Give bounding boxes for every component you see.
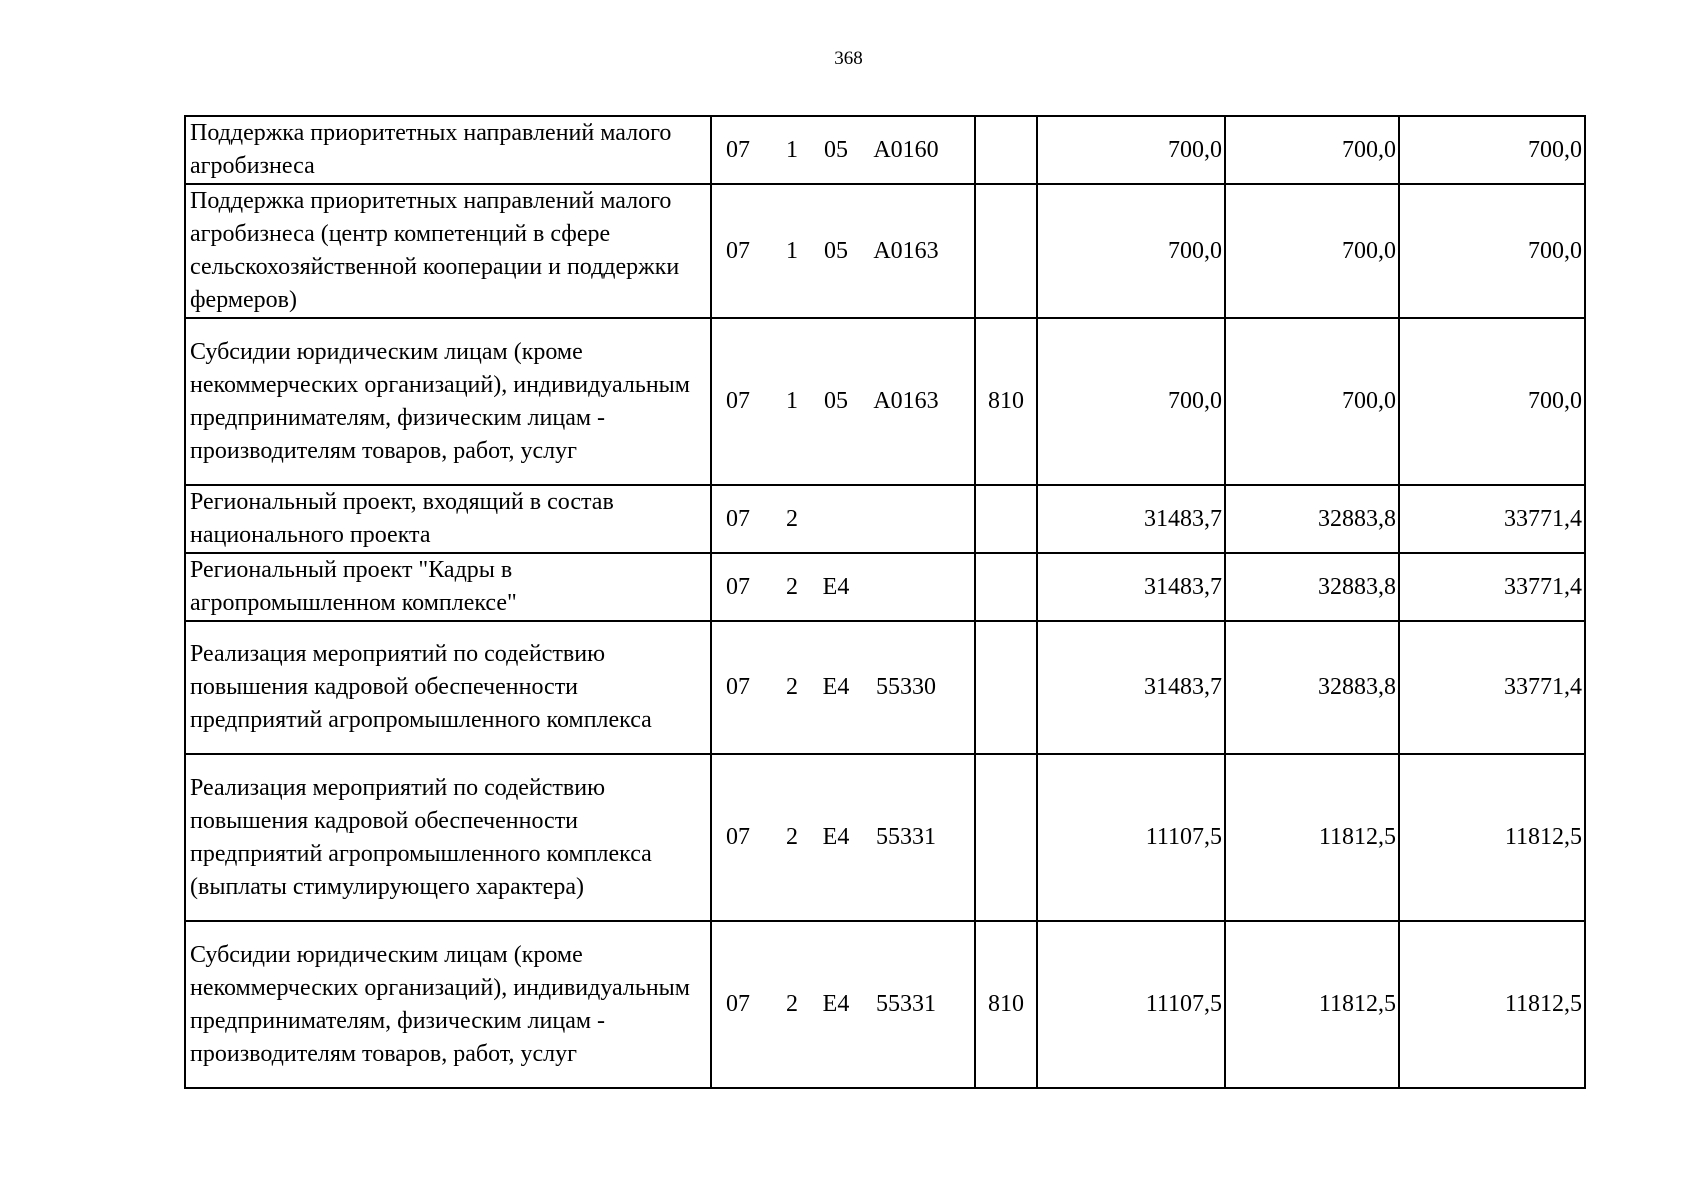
table-row [185,485,1585,553]
expense-type-cell: 810 [975,318,1037,485]
amount-year2-cell: 700,0 [1225,116,1399,184]
program-code: 2 [786,991,798,1017]
page-number: 368 [834,48,863,69]
section-code: 07 [726,573,750,600]
subprogram-code: 05 [824,136,848,163]
row-codes-cell [711,921,975,1088]
amount-year2-cell: 32883,8 [1225,485,1399,553]
program-code: 1 [786,136,798,163]
subprogram-code: Е4 [822,991,850,1017]
row-codes-cell [711,754,975,921]
expense-type-cell [975,184,1037,318]
table-row [185,553,1585,621]
row-name-cell: Субсидии юридическим лицам (кроме некоммерческих организаций), индивидуальным предпринимателям, физическим лицам - производителям товаров, работ, услуг [185,318,711,485]
section-code: 07 [726,388,750,414]
section-code: 07 [726,136,750,163]
expense-type-cell [975,485,1037,553]
amount-year3-cell: 700,0 [1399,184,1585,318]
row-codes-cell [711,116,975,184]
program-code: 2 [786,573,798,600]
row-name-cell: Региональный проект "Кадры в агропромышленном комплексе" [185,553,711,621]
subprogram-code: 05 [824,388,848,414]
amount-year3-cell: 33771,4 [1399,485,1585,553]
budget-table [184,115,1586,1089]
section-code: 07 [726,505,750,532]
row-name-cell: Реализация мероприятий по содействию повышения кадровой обеспеченности предприятий агропромышленного комплекса (выплаты стимулирующего характера) [185,754,711,921]
amount-year1-cell: 31483,7 [1037,553,1225,621]
direction-code: 55330 [876,674,936,700]
row-name-cell: Поддержка приоритетных направлений малого агробизнеса (центр компетенций в сфере сельскохозяйственной кооперации и поддержки фермеров) [185,184,711,318]
direction-code: А0160 [873,136,939,163]
amount-year2-cell: 32883,8 [1225,621,1399,754]
table-row [185,621,1585,754]
row-name-cell: Региональный проект, входящий в состав национального проекта [185,485,711,553]
amount-year1-cell: 700,0 [1037,318,1225,485]
row-name-cell: Поддержка приоритетных направлений малого агробизнеса [185,116,711,184]
program-code: 2 [786,824,798,850]
row-codes-cell [711,485,975,553]
program-code: 1 [786,237,798,264]
expense-type-cell: 810 [975,921,1037,1088]
program-code: 2 [786,674,798,700]
amount-year3-cell: 11812,5 [1399,921,1585,1088]
table-row [185,754,1585,921]
table-row [185,921,1585,1088]
amount-year3-cell: 700,0 [1399,116,1585,184]
section-code: 07 [726,674,750,700]
amount-year1-cell: 700,0 [1037,116,1225,184]
row-codes-cell [711,184,975,318]
amount-year1-cell: 700,0 [1037,184,1225,318]
amount-year1-cell: 31483,7 [1037,485,1225,553]
section-code: 07 [726,824,750,850]
row-codes-cell [711,553,975,621]
amount-year3-cell: 11812,5 [1399,754,1585,921]
program-code: 1 [786,388,798,414]
subprogram-code: 05 [824,237,848,264]
budget-table-body [185,116,1585,1088]
amount-year2-cell: 32883,8 [1225,553,1399,621]
amount-year3-cell: 33771,4 [1399,553,1585,621]
row-name-cell: Субсидии юридическим лицам (кроме некоммерческих организаций), индивидуальным предпринимателям, физическим лицам - производителям товаров, работ, услуг [185,921,711,1088]
subprogram-code: Е4 [822,573,850,600]
expense-type-cell [975,754,1037,921]
expense-type-cell [975,621,1037,754]
direction-code: 55331 [876,824,936,850]
amount-year2-cell: 700,0 [1225,318,1399,485]
direction-code: А0163 [873,388,939,414]
row-codes-cell [711,621,975,754]
amount-year2-cell: 11812,5 [1225,754,1399,921]
program-code: 2 [786,505,798,532]
amount-year3-cell: 33771,4 [1399,621,1585,754]
direction-code: 55331 [876,991,936,1017]
expense-type-cell [975,116,1037,184]
table-row [185,318,1585,485]
row-name-cell: Реализация мероприятий по содействию повышения кадровой обеспеченности предприятий агропромышленного комплекса [185,621,711,754]
section-code: 07 [726,991,750,1017]
expense-type-cell [975,553,1037,621]
amount-year1-cell: 11107,5 [1037,921,1225,1088]
amount-year1-cell: 11107,5 [1037,754,1225,921]
row-codes-cell [711,318,975,485]
amount-year2-cell: 11812,5 [1225,921,1399,1088]
direction-code: А0163 [873,237,939,264]
subprogram-code: Е4 [822,824,850,850]
table-row [185,116,1585,184]
amount-year3-cell: 700,0 [1399,318,1585,485]
amount-year1-cell: 31483,7 [1037,621,1225,754]
subprogram-code: Е4 [822,674,850,700]
table-row [185,184,1585,318]
amount-year2-cell: 700,0 [1225,184,1399,318]
section-code: 07 [726,237,750,264]
